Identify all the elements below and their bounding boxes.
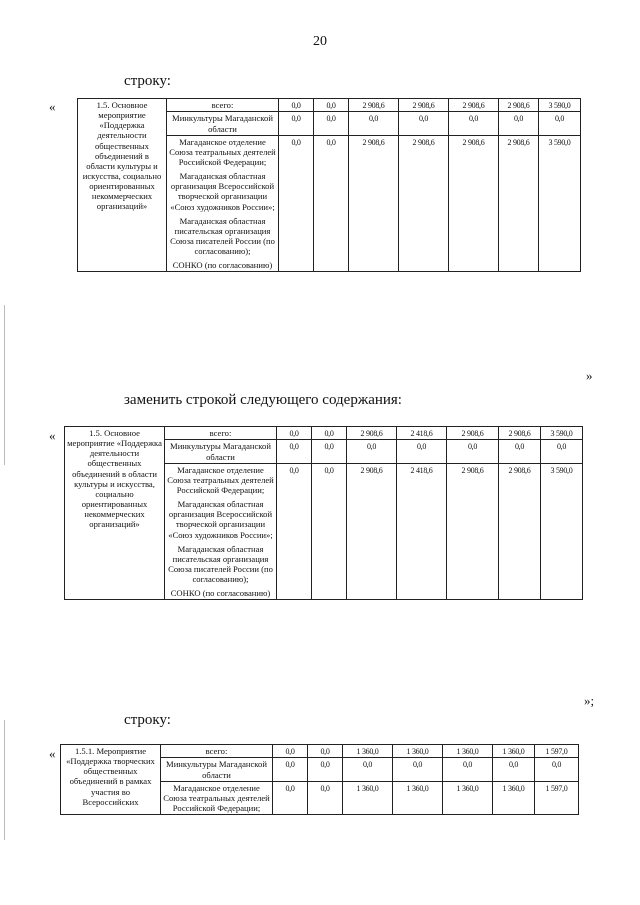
value-cell: 0,0: [347, 440, 397, 463]
value-cell: 2 908,6: [447, 463, 499, 600]
value-cell: 2 908,6: [349, 99, 399, 112]
value-cell: 0,0: [314, 99, 349, 112]
source-cell: Минкультуры Магаданской области: [161, 758, 273, 781]
source-item: Магаданская областная организация Всероссийской творческой организации «Союз художников России»;: [170, 171, 275, 212]
value-cell: 0,0: [273, 781, 308, 814]
source-item: Магаданская областная писательская организация Союза писателей России (по согласованию);: [168, 543, 273, 585]
source-item: СОНКО (по согласованию): [170, 588, 271, 599]
value-cell: 0,0: [349, 112, 399, 135]
value-cell: 0,0: [312, 440, 347, 463]
value-cell: 0,0: [541, 440, 583, 463]
value-cell: 0,0: [308, 745, 343, 758]
section1-heading: строку:: [124, 73, 171, 89]
source-item: СОНКО (по согласованию): [172, 260, 273, 271]
value-cell: 0,0: [308, 781, 343, 814]
value-cell: 2 908,6: [447, 427, 499, 440]
value-cell: 2 908,6: [347, 427, 397, 440]
value-cell: 0,0: [493, 758, 535, 781]
description-cell: 1.5. Основное мероприятие «Поддержка деятельности общественных объединений в области культуры и искусства, социально ориентированных некоммерческих организаций»: [78, 99, 167, 272]
source-item: Магаданское отделение Союза театральных деятелей Российской Федерации;: [163, 782, 270, 813]
value-cell: 2 908,6: [347, 463, 397, 600]
value-cell: 0,0: [273, 758, 308, 781]
value-cell: 0,0: [277, 463, 312, 600]
description-cell: 1.5.1. Мероприятие «Поддержка творческих общественных объединений в рамках участия во Всероссийских: [61, 745, 161, 815]
value-cell: 0,0: [279, 99, 314, 112]
replace-heading: заменить строкой следующего содержания:: [124, 392, 402, 408]
value-cell: 2 908,6: [499, 99, 539, 112]
value-cell: 2 418,6: [397, 463, 447, 600]
value-cell: 0,0: [539, 112, 581, 135]
value-cell: 0,0: [273, 745, 308, 758]
source-item: Магаданское отделение Союза театральных деятелей Российской Федерации;: [169, 136, 276, 167]
section3-heading: строку:: [124, 712, 171, 728]
page-edge-mark: [4, 720, 5, 840]
value-cell: 0,0: [447, 440, 499, 463]
value-cell: 3 590,0: [541, 463, 583, 600]
value-cell: 1 360,0: [343, 781, 393, 814]
value-cell: 1 360,0: [343, 745, 393, 758]
value-cell: 0,0: [393, 758, 443, 781]
value-cell: 1 360,0: [393, 781, 443, 814]
section2-table: [64, 426, 583, 600]
value-cell: 0,0: [277, 440, 312, 463]
value-cell: 2 908,6: [349, 135, 399, 272]
page-edge-mark: [4, 305, 5, 465]
value-cell: 0,0: [312, 427, 347, 440]
value-cell: 1 360,0: [443, 745, 493, 758]
value-cell: 2 908,6: [499, 135, 539, 272]
value-cell: 3 590,0: [539, 135, 581, 272]
section3-open-quote: «: [49, 746, 56, 761]
table-row: [65, 427, 583, 440]
value-cell: 1 360,0: [493, 781, 535, 814]
value-cell: 2 908,6: [399, 135, 449, 272]
value-cell: 0,0: [312, 463, 347, 600]
section1-table: [77, 98, 581, 272]
value-cell: 0,0: [449, 112, 499, 135]
value-cell: 3 590,0: [541, 427, 583, 440]
source-item: Магаданское отделение Союза театральных деятелей Российской Федерации;: [167, 464, 274, 495]
source-item: Магаданская областная организация Всероссийской творческой организации «Союз художников России»;: [168, 499, 273, 540]
value-cell: 0,0: [314, 112, 349, 135]
value-cell: 2 908,6: [499, 463, 541, 600]
value-cell: 0,0: [399, 112, 449, 135]
table-row: [78, 99, 581, 112]
description-cell: 1.5. Основное мероприятие «Поддержка деятельности общественных объединений в области культуры и искусства, социально ориентированных некоммерческих организаций»: [65, 427, 165, 600]
value-cell: 0,0: [343, 758, 393, 781]
source-group-cell: [167, 135, 279, 272]
source-item: Магаданская областная писательская организация Союза писателей России (по согласованию);: [170, 215, 275, 257]
value-cell: 1 597,0: [535, 781, 579, 814]
value-cell: 2 908,6: [449, 135, 499, 272]
value-cell: 0,0: [499, 440, 541, 463]
value-cell: 2 418,6: [397, 427, 447, 440]
source-cell: всего:: [161, 745, 273, 758]
value-cell: 2 908,6: [449, 99, 499, 112]
section1-close-quote: »: [586, 368, 593, 383]
value-cell: 0,0: [277, 427, 312, 440]
source-cell: всего:: [165, 427, 277, 440]
value-cell: 0,0: [499, 112, 539, 135]
value-cell: 3 590,0: [539, 99, 581, 112]
value-cell: 2 908,6: [499, 427, 541, 440]
section1-open-quote: «: [49, 99, 56, 114]
source-group-cell: [165, 463, 277, 600]
value-cell: 0,0: [314, 135, 349, 272]
source-cell: всего:: [167, 99, 279, 112]
value-cell: 1 360,0: [443, 781, 493, 814]
value-cell: 0,0: [397, 440, 447, 463]
value-cell: 0,0: [443, 758, 493, 781]
value-cell: 0,0: [535, 758, 579, 781]
value-cell: 2 908,6: [399, 99, 449, 112]
value-cell: 0,0: [308, 758, 343, 781]
value-cell: 1 360,0: [393, 745, 443, 758]
source-cell: Минкультуры Магаданской области: [167, 112, 279, 135]
table-row: [61, 745, 579, 758]
value-cell: 0,0: [279, 112, 314, 135]
page-number: 20: [313, 34, 327, 49]
value-cell: 1 360,0: [493, 745, 535, 758]
section3-table: [60, 744, 579, 815]
section2-close-quote: »;: [584, 693, 595, 708]
value-cell: 1 597,0: [535, 745, 579, 758]
source-cell: Минкультуры Магаданской области: [165, 440, 277, 463]
value-cell: 0,0: [279, 135, 314, 272]
section2-open-quote: «: [49, 428, 56, 443]
source-group-cell: [161, 781, 273, 814]
